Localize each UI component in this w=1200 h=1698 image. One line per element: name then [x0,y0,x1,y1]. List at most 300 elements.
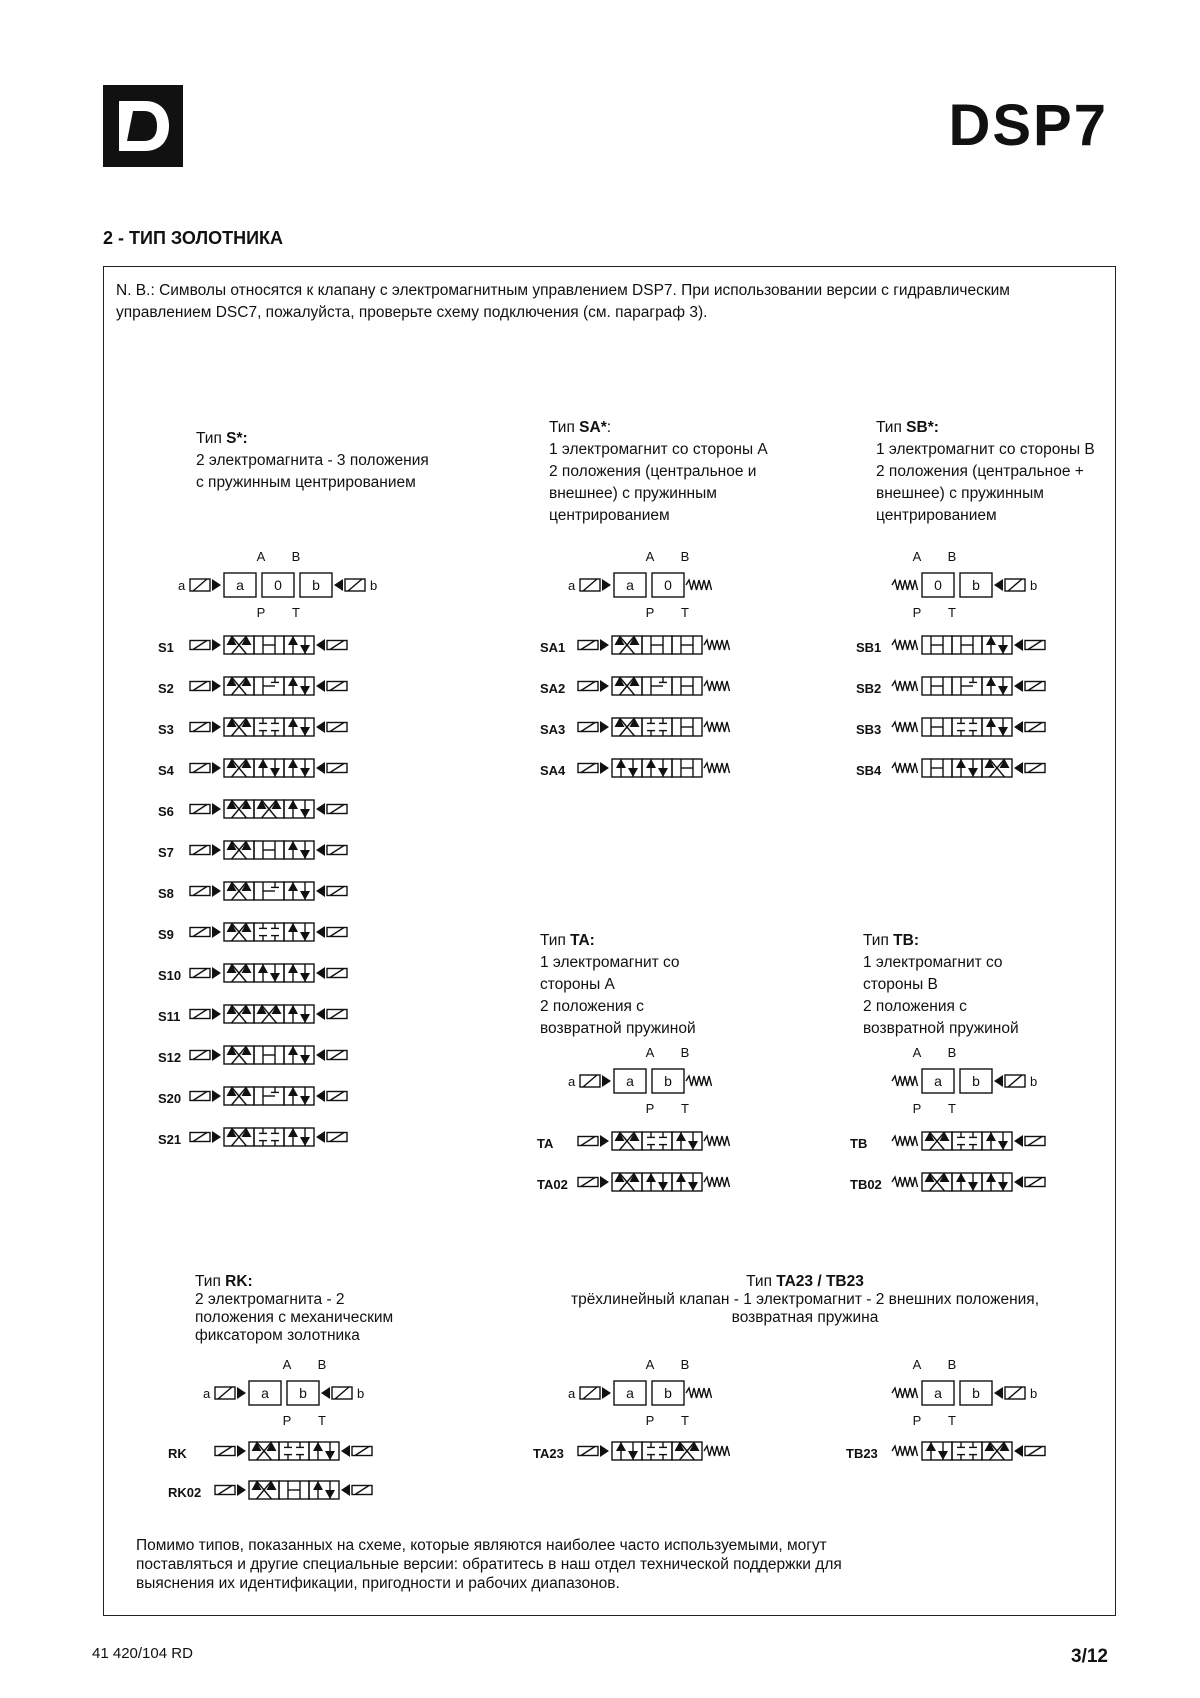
spring [704,722,730,732]
solenoid-diagonal [581,641,595,650]
pilot-triangle [212,579,221,591]
solenoid-diagonal [193,641,207,650]
solenoid-diagonal [193,928,207,937]
arrow-head [998,727,1008,736]
spool-label: SB2 [856,681,882,696]
position-label-b: b [664,1073,672,1089]
arrow-head [325,1490,335,1499]
port-label-P: P [282,1413,292,1428]
solenoid-diagonal [330,1092,344,1101]
pilot-triangle [1014,680,1023,692]
caption-sa-code: SA* [579,419,607,436]
caption-ta23-code: TA23 / TB23 [776,1273,864,1290]
solenoid-diagonal [330,682,344,691]
spool-label: S7 [158,845,174,860]
port-label-T: T [948,605,956,620]
solenoid-diagonal [581,682,595,691]
label-a: a [203,1386,211,1401]
caption-s-line: 2 электромагнита - 3 положения [196,452,429,469]
spring [686,1076,712,1086]
arrow-head [288,636,298,645]
arrow-head [288,964,298,973]
solenoid-diagonal [581,764,595,773]
position-label-zero: 0 [664,577,672,593]
arrow-head [968,768,978,777]
arrow-head [258,759,268,768]
arrow-head [676,1132,686,1141]
pilot-triangle [602,1075,611,1087]
solenoid-diagonal [1028,723,1042,732]
caption-tb-prefix: Тип [863,932,894,949]
pilot-triangle [212,762,221,774]
arrow-head [300,727,310,736]
pilot-triangle [212,885,221,897]
pilot-triangle [316,803,325,815]
position-label-a: a [261,1385,269,1401]
arrow-head [938,1451,948,1460]
caption-sb-line: внешнее) с пружинным [876,485,1044,502]
arrow-head [926,1442,936,1451]
caption-tb-code: TB: [893,932,919,949]
solenoid-diagonal [330,805,344,814]
pilot-triangle [600,1135,609,1147]
solenoid-diagonal [193,723,207,732]
arrow-head [986,718,996,727]
port-label-B: B [680,1045,690,1060]
spring [704,1446,730,1456]
pilot-triangle [212,721,221,733]
spring [892,763,918,773]
arrow-head [300,973,310,982]
spool-label: S2 [158,681,174,696]
pilot-triangle [316,1049,325,1061]
port-label-B: B [680,549,690,564]
arrow-head [288,800,298,809]
pilot-triangle [994,1075,1003,1087]
spool-envelope [642,1442,672,1460]
port-label-P: P [645,1413,655,1428]
caption-rk-line: фиксатором золотника [195,1327,360,1344]
position-label-b: b [972,1385,980,1401]
arrow-head [658,1182,668,1191]
arrow-head [688,1182,698,1191]
port-label-A: A [645,1357,655,1372]
port-label-T: T [681,605,689,620]
spool-label: TA02 [537,1177,568,1192]
solenoid-diagonal [330,1051,344,1060]
port-label-A: A [912,1357,922,1372]
solenoid-diagonal [330,928,344,937]
pilot-triangle [316,1008,325,1020]
pilot-triangle [600,1445,609,1457]
spool-label: RK02 [168,1485,202,1500]
arrow-head [986,1173,996,1182]
arrow-head [676,1173,686,1182]
caption-ta-line: 1 электромагнит со [540,954,680,971]
pilot-triangle [212,803,221,815]
spool-label: S20 [158,1091,182,1106]
caption-sb-line: 2 положения (центральное + [876,463,1084,480]
port-label-A: A [912,1045,922,1060]
arrow-head [956,759,966,768]
arrow-head [956,1173,966,1182]
solenoid-diagonal [1028,1447,1042,1456]
caption-sa-line: центрированием [549,507,670,524]
caption-s-prefix: Тип [196,430,227,447]
spring [892,1446,918,1456]
spool-label: S6 [158,804,174,819]
solenoid-diagonal [581,1447,595,1456]
caption-sb-line: центрированием [876,507,997,524]
caption-s-code: S*: [226,430,248,447]
caption-sa-prefix: Тип [549,419,580,436]
arrow-head [300,932,310,941]
spring [704,763,730,773]
pilot-triangle [237,1484,246,1496]
arrow-head [628,768,638,777]
arrow-head [300,686,310,695]
spool-label: S21 [158,1132,182,1147]
pilot-triangle [1014,762,1023,774]
arrow-head [288,1128,298,1137]
label-b: b [1030,1074,1038,1089]
solenoid-diagonal [330,1133,344,1142]
document-code: DSP7 [948,93,1108,158]
spool-envelope [952,718,982,736]
arrow-head [688,1141,698,1150]
spool-label: S3 [158,722,174,737]
spring [704,1177,730,1187]
pilot-triangle [316,680,325,692]
pilot-triangle [212,680,221,692]
arrow-head [628,1451,638,1460]
arrow-head [300,1014,310,1023]
spool-label: S11 [158,1009,181,1024]
arrow-head [313,1442,323,1451]
port-label-A: A [645,549,655,564]
pilot-triangle [316,844,325,856]
caption-rk-line: положения с механическим [195,1309,394,1326]
pilot-triangle [212,1049,221,1061]
caption-sb-code: SB*: [906,419,939,436]
solenoid-diagonal [193,887,207,896]
spool-envelope [254,1128,284,1146]
solenoid-diagonal [348,579,362,591]
arrow-head [288,718,298,727]
spool-label: TB02 [850,1177,882,1192]
arrow-head [270,768,280,777]
port-label-T: T [948,1101,956,1116]
note-text: N. B.: Символы относятся к клапану с электромагнитным управлением DSP7. При использовании версии с гидравлическим управлением DSC7, пожалуйста, проверьте схему подключения (см. параграф 3). [116,282,1010,321]
solenoid-diagonal [355,1447,369,1456]
caption-ta-code: TA: [570,932,595,949]
solenoid-diagonal [1028,1137,1042,1146]
pilot-triangle [212,1008,221,1020]
label-a: a [568,1074,576,1089]
port-label-A: A [645,1045,655,1060]
pilot-triangle [334,579,343,591]
footer-note: Помимо типов, показанных на схеме, которые являются наиболее часто используемыми, могут поставляться и другие специальные версии: обратитесь в наш отдел технической поддержки для выяснения их идентификации, пригодности и рабочих диапазонов. [136,1537,842,1592]
arrow-head [313,1481,323,1490]
arrow-head [646,759,656,768]
solenoid-diagonal [193,846,207,855]
port-label-T: T [292,605,300,620]
arrow-head [616,1442,626,1451]
arrow-head [270,973,280,982]
arrow-head [258,964,268,973]
solenoid-diagonal [330,1010,344,1019]
pilot-triangle [237,1445,246,1457]
solenoid-diagonal [583,579,597,591]
arrow-head [288,759,298,768]
caption-sa-line: 2 положения (центральное и [549,463,757,480]
spring [686,1388,712,1398]
spring [892,580,918,590]
arrow-head [998,1141,1008,1150]
solenoid-diagonal [330,887,344,896]
pilot-triangle [602,579,611,591]
pilot-triangle [212,1131,221,1143]
page-number: 3/12 [1071,1646,1108,1667]
spool-label: TB23 [846,1446,878,1461]
spool-label: SB1 [856,640,882,655]
arrow-head [986,636,996,645]
caption-sa-line: 1 электромагнит со стороны А [549,441,768,458]
arrow-head [998,645,1008,654]
arrow-head [288,841,298,850]
spring [686,580,712,590]
spool-label: S12 [158,1050,182,1065]
spring [892,1136,918,1146]
pilot-triangle [994,579,1003,591]
pilot-triangle [600,680,609,692]
label-a: a [568,1386,576,1401]
pilot-triangle [316,1131,325,1143]
port-label-B: B [947,1357,957,1372]
spring [704,640,730,650]
section-title: 2 - ТИП ЗОЛОТНИКА [103,228,284,248]
arrow-head [986,677,996,686]
solenoid-diagonal [330,764,344,773]
caption-sb-prefix: Тип [876,419,907,436]
label-b: b [1030,578,1038,593]
port-label-B: B [947,549,957,564]
pilot-triangle [1014,639,1023,651]
arrow-head [288,1046,298,1055]
pilot-triangle [212,926,221,938]
solenoid-diagonal [218,1486,232,1495]
label-b: b [370,578,378,593]
spool-label: TA [537,1136,554,1151]
solenoid-diagonal [1008,1387,1022,1399]
position-label-a: a [934,1385,942,1401]
port-label-T: T [318,1413,326,1428]
spool-label: SA4 [540,763,566,778]
caption-sb-line: 1 электромагнит со стороны В [876,441,1095,458]
solenoid-diagonal [193,764,207,773]
solenoid-diagonal [581,1178,595,1187]
spool-label: S10 [158,968,182,983]
pilot-triangle [212,1090,221,1102]
solenoid-diagonal [581,1137,595,1146]
label-b: b [357,1386,365,1401]
spool-envelope [279,1442,309,1460]
spool-envelope [642,1132,672,1150]
caption-rk-line: 2 электромагнита - 2 [195,1291,345,1308]
arrow-head [300,1055,310,1064]
port-label-B: B [680,1357,690,1372]
pilot-triangle [600,639,609,651]
position-label-zero: 0 [934,577,942,593]
port-label-P: P [912,1101,922,1116]
port-label-B: B [947,1045,957,1060]
pilot-triangle [1014,1176,1023,1188]
pilot-triangle [316,639,325,651]
spring [892,1388,918,1398]
port-label-P: P [912,605,922,620]
position-label-a: a [626,1073,634,1089]
solenoid-diagonal [193,1133,207,1142]
spool-label: S8 [158,886,174,901]
pilot-triangle [316,967,325,979]
document-number: 41 420/104 RD [92,1645,193,1662]
solenoid-diagonal [193,1092,207,1101]
spool-label: SA1 [540,640,566,655]
port-label-B: B [317,1357,327,1372]
caption-tb-line: возвратной пружиной [863,1020,1019,1037]
solenoid-diagonal [583,1387,597,1399]
caption-rk-prefix: Тип [195,1273,226,1290]
solenoid-diagonal [1008,579,1022,591]
spring [704,681,730,691]
arrow-head [658,768,668,777]
solenoid-diagonal [193,805,207,814]
solenoid-diagonal [193,682,207,691]
port-label-B: B [291,549,301,564]
port-label-P: P [645,605,655,620]
solenoid-diagonal [193,969,207,978]
pilot-triangle [994,1387,1003,1399]
position-label-b: b [972,1073,980,1089]
caption-ta23-line: трёхлинейный клапан - 1 электромагнит - 2 внешних положения, [570,1291,1040,1308]
spool-envelope [254,718,284,736]
spool-label: SB4 [856,763,882,778]
solenoid-diagonal [193,1051,207,1060]
pilot-triangle [237,1387,246,1399]
pilot-triangle [341,1445,350,1457]
spool-label: SA3 [540,722,566,737]
port-label-P: P [645,1101,655,1116]
solenoid-diagonal [1028,682,1042,691]
pilot-triangle [1014,721,1023,733]
caption-ta-line: стороны А [540,976,615,993]
arrow-head [646,1173,656,1182]
position-label-b: b [972,577,980,593]
solenoid-diagonal [581,723,595,732]
solenoid-diagonal [1008,1075,1022,1087]
port-label-A: A [912,549,922,564]
label-b: b [1030,1386,1038,1401]
position-label-b: b [664,1385,672,1401]
caption-ta-line: возвратной пружиной [540,1020,696,1037]
port-label-A: A [256,549,266,564]
solenoid-diagonal [330,846,344,855]
arrow-head [288,677,298,686]
solenoid-diagonal [330,723,344,732]
pilot-triangle [212,967,221,979]
spool-label: SA2 [540,681,566,696]
solenoid-diagonal [1028,764,1042,773]
arrow-head [300,809,310,818]
position-label-a: a [626,1385,634,1401]
solenoid-diagonal [1028,1178,1042,1187]
label-a: a [178,578,186,593]
solenoid-diagonal [193,1010,207,1019]
spring [704,1136,730,1146]
pilot-triangle [316,762,325,774]
position-label-b: b [299,1385,307,1401]
solenoid-diagonal [218,1447,232,1456]
arrow-head [998,1182,1008,1191]
spool-label: SB3 [856,722,882,737]
spring [892,681,918,691]
pilot-triangle [212,844,221,856]
arrow-head [325,1451,335,1460]
caption-sa-suffix: : [606,419,612,436]
spool-envelope [952,1442,982,1460]
caption-sa-line: внешнее) с пружинным [549,485,717,502]
spool-label: S4 [158,763,174,778]
spool-label: S9 [158,927,174,942]
solenoid-diagonal [330,641,344,650]
caption-rk-code: RK: [225,1273,253,1290]
arrow-head [300,891,310,900]
port-label-P: P [256,605,266,620]
arrow-head [288,1087,298,1096]
arrow-head [300,850,310,859]
spool-label: S1 [158,640,174,655]
spring [892,722,918,732]
arrow-head [288,923,298,932]
spring [892,1177,918,1187]
pilot-triangle [602,1387,611,1399]
spool-envelope [642,718,672,736]
pilot-triangle [1014,1135,1023,1147]
caption-ta-prefix: Тип [540,932,571,949]
arrow-head [300,1137,310,1146]
spool-label: RK [168,1446,187,1461]
spool-envelope [952,1132,982,1150]
caption-ta23-prefix: Тип [746,1273,777,1290]
port-label-T: T [681,1413,689,1428]
pilot-triangle [321,1387,330,1399]
arrow-head [300,768,310,777]
arrow-head [986,1132,996,1141]
pilot-triangle [212,639,221,651]
solenoid-diagonal [335,1387,349,1399]
arrow-head [300,1096,310,1105]
port-label-P: P [912,1413,922,1428]
caption-s-line: с пружинным центрированием [196,474,416,491]
caption-ta-line: 2 положения с [540,998,644,1015]
spool-envelope [254,923,284,941]
position-label-b: b [312,577,320,593]
pilot-triangle [316,926,325,938]
spring [892,1076,918,1086]
spring [892,640,918,650]
arrow-head [300,645,310,654]
arrow-head [288,882,298,891]
